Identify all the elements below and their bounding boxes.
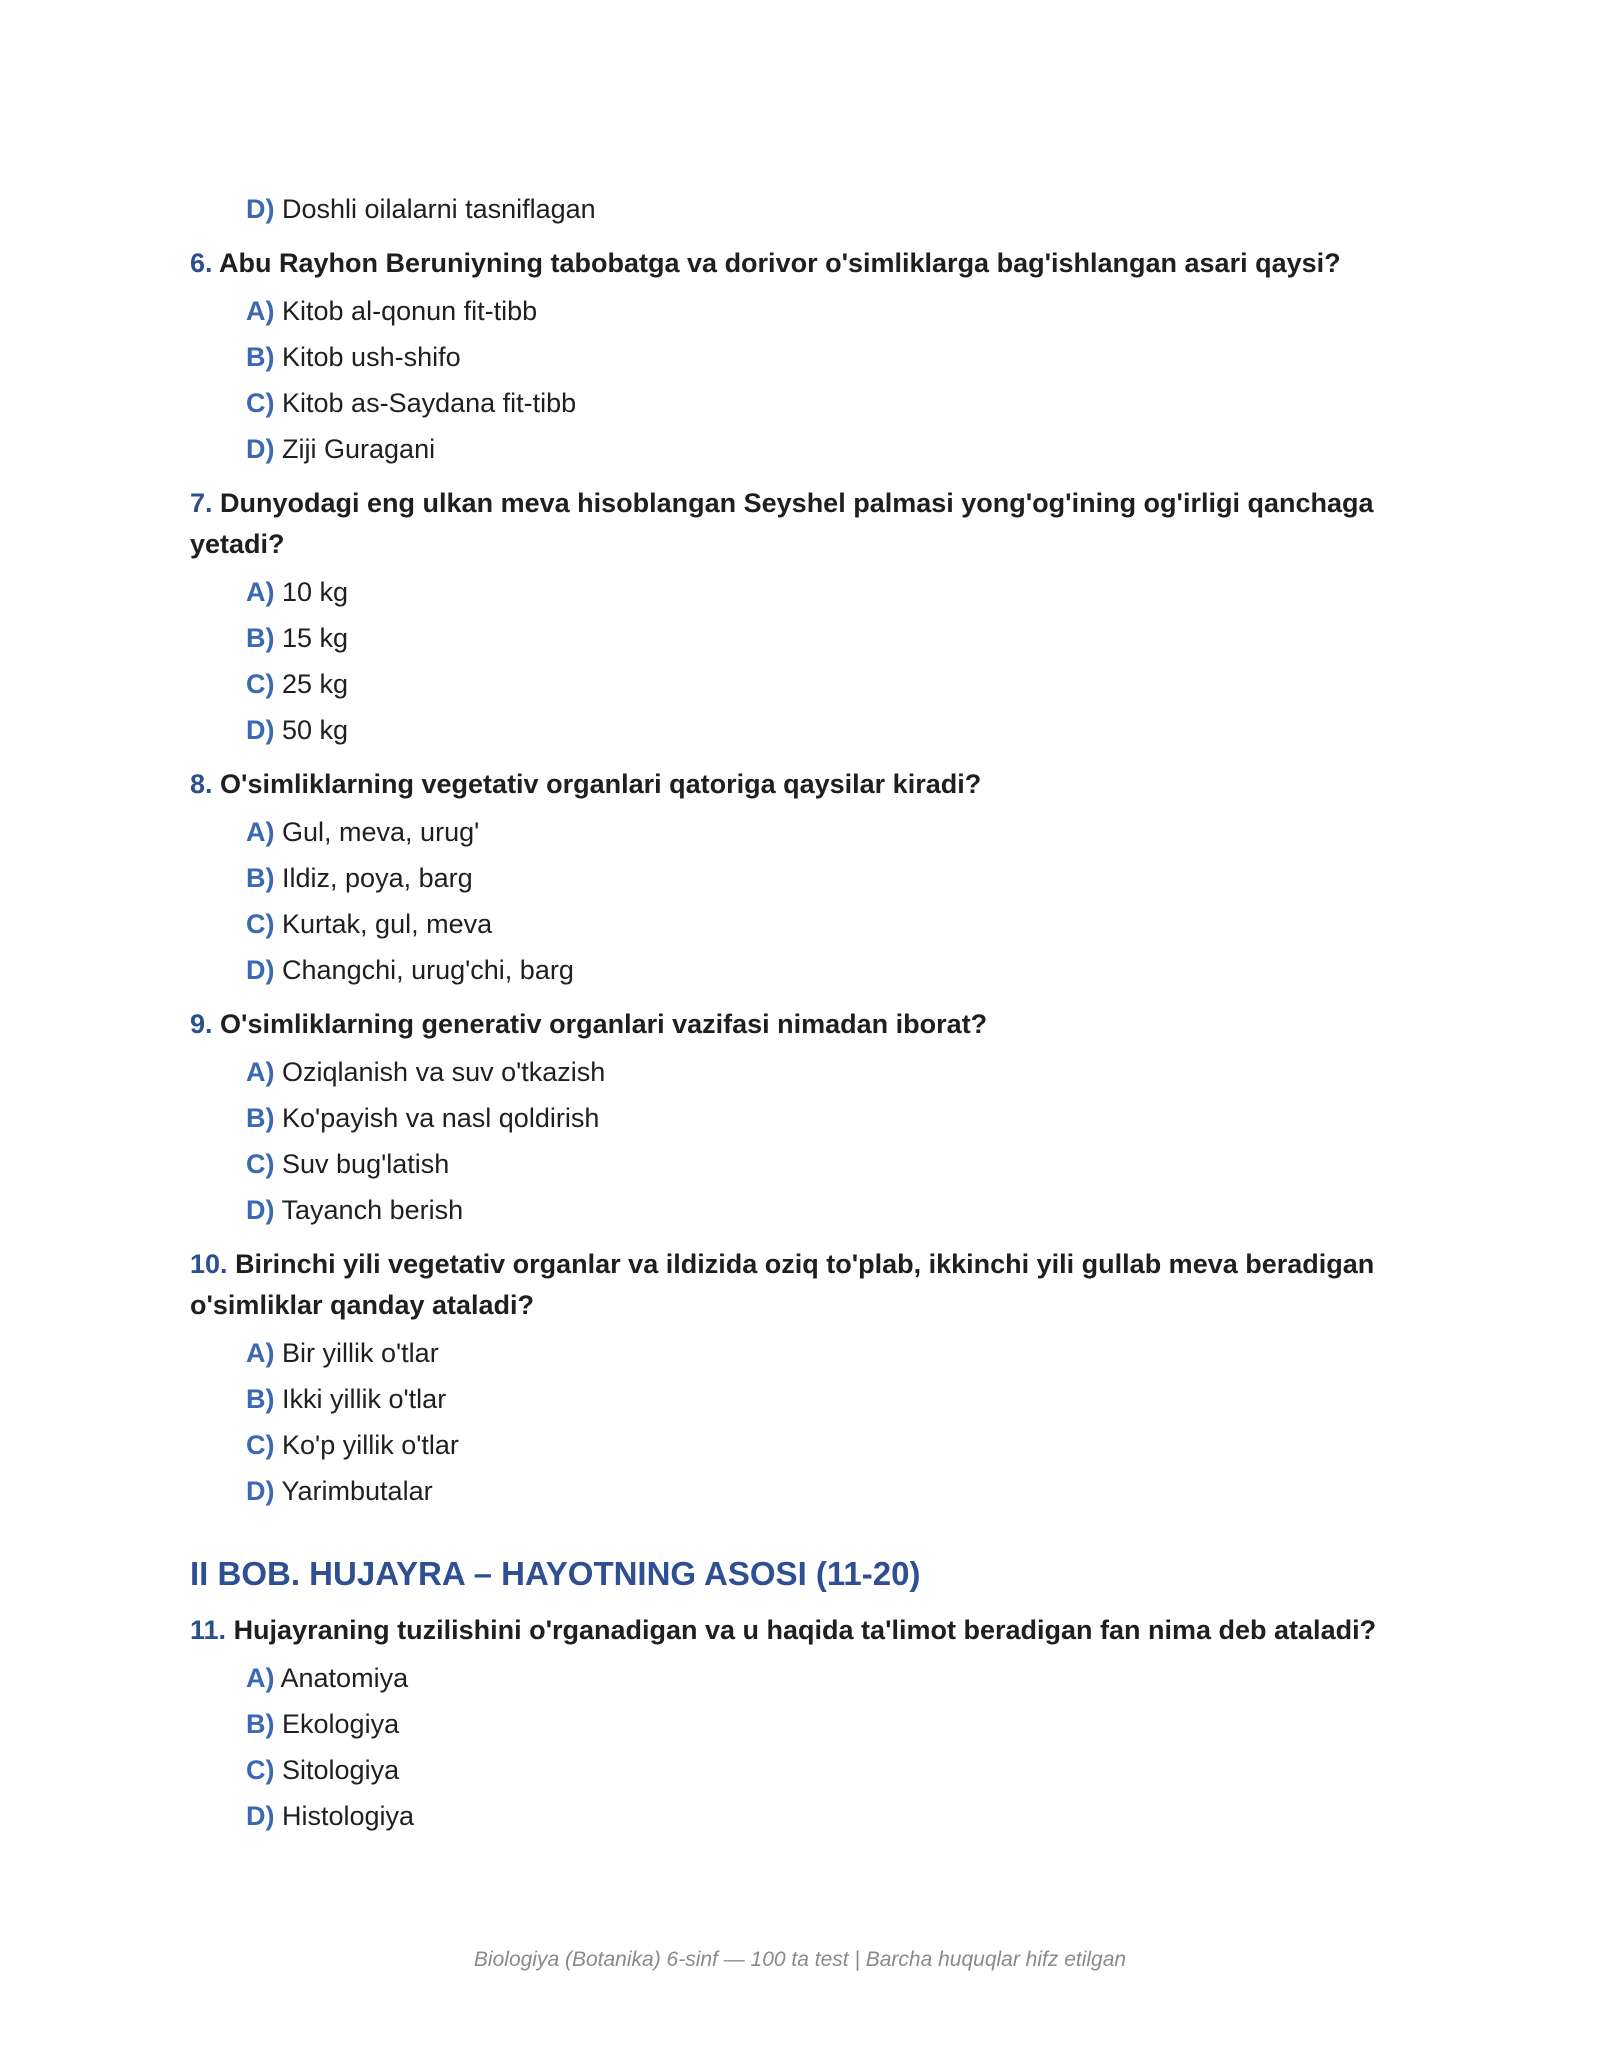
option-letter: A) <box>246 817 275 847</box>
option-c <box>246 901 1430 947</box>
option-text: Ikki yillik o'tlar <box>282 1384 447 1414</box>
option-text: 25 kg <box>282 669 349 699</box>
option-text: Bir yillik o'tlar <box>282 1338 439 1368</box>
question-number: 6. <box>190 248 213 278</box>
option-b <box>246 1701 1430 1747</box>
option-text: Yarimbutalar <box>281 1476 433 1506</box>
question-text: Hujayraning tuzilishini o'rganadigan va u haqida ta'limot beradigan fan nima deb ataladi? <box>233 1615 1377 1645</box>
option-text: Kurtak, gul, meva <box>282 909 493 939</box>
option-letter: D) <box>246 1801 275 1831</box>
option-text: Kitob al-qonun fit-tibb <box>282 296 538 326</box>
option-text: Ziji Guragani <box>282 434 436 464</box>
option-b <box>246 1095 1430 1141</box>
test-content <box>190 186 1430 1839</box>
option-letter: D) <box>246 955 275 985</box>
question-text: Birinchi yili vegetativ organlar va ildizida oziq to'plab, ikkinchi yili gullab meva beradigan o'simliklar qanday ataladi? <box>190 1249 1375 1320</box>
question-10 <box>190 1244 1430 1326</box>
option-letter: D) <box>246 194 275 224</box>
option-text: 15 kg <box>282 623 349 653</box>
option-text: Doshli oilalarni tasniflagan <box>282 194 596 224</box>
option-d <box>246 186 1430 232</box>
option-letter: A) <box>246 296 275 326</box>
option-letter: B) <box>246 1103 275 1133</box>
option-c <box>246 1141 1430 1187</box>
option-letter: A) <box>246 1057 275 1087</box>
question-text: Abu Rayhon Beruniyning tabobatga va dorivor o'simliklarga bag'ishlangan asari qaysi? <box>219 248 1341 278</box>
question-number: 11. <box>190 1615 227 1645</box>
option-text: Suv bug'latish <box>282 1149 450 1179</box>
option-c <box>246 380 1430 426</box>
option-c <box>246 661 1430 707</box>
option-text: Ekologiya <box>282 1709 400 1739</box>
question-number: 7. <box>190 488 213 518</box>
option-letter: B) <box>246 1709 275 1739</box>
option-text: Kitob ush-shifo <box>282 342 461 372</box>
option-text: Ko'p yillik o'tlar <box>282 1430 459 1460</box>
option-text: Ko'payish va nasl qoldirish <box>282 1103 600 1133</box>
option-c <box>246 1422 1430 1468</box>
option-text: Sitologiya <box>282 1755 400 1785</box>
option-letter: B) <box>246 342 275 372</box>
question-text: O'simliklarning generativ organlari vazifasi nimadan iborat? <box>220 1009 988 1039</box>
question-6 <box>190 243 1430 284</box>
option-letter: D) <box>246 715 275 745</box>
option-letter: A) <box>246 577 275 607</box>
option-d <box>246 1468 1430 1514</box>
option-a <box>246 1049 1430 1095</box>
option-letter: A) <box>246 1338 275 1368</box>
option-letter: C) <box>246 1149 275 1179</box>
option-a <box>246 288 1430 334</box>
page-footer: Biologiya (Botanika) 6-sinf — 100 ta test | Barcha huquqlar hifz etilgan <box>473 1948 1127 1971</box>
option-b <box>246 1376 1430 1422</box>
option-letter: B) <box>246 863 275 893</box>
option-text: Tayanch berish <box>281 1195 464 1225</box>
question-8 <box>190 764 1430 805</box>
question-text: O'simliklarning vegetativ organlari qatoriga qaysilar kiradi? <box>220 769 982 799</box>
option-text: 10 kg <box>282 577 349 607</box>
option-text: Changchi, urug'chi, barg <box>282 955 574 985</box>
option-d <box>246 1187 1430 1233</box>
question-number: 9. <box>190 1009 213 1039</box>
option-text: Histologiya <box>282 1801 415 1831</box>
option-text: Oziqlanish va suv o'tkazish <box>282 1057 606 1087</box>
option-a <box>246 1655 1430 1701</box>
option-b <box>246 334 1430 380</box>
option-a <box>246 809 1430 855</box>
option-d <box>246 707 1430 753</box>
option-letter: B) <box>246 1384 275 1414</box>
option-text: Gul, meva, urug' <box>282 817 480 847</box>
option-b <box>246 615 1430 661</box>
option-letter: C) <box>246 909 275 939</box>
option-text: Anatomiya <box>280 1663 409 1693</box>
question-number: 8. <box>190 769 213 799</box>
option-d <box>246 1793 1430 1839</box>
option-letter: D) <box>246 1195 275 1225</box>
question-9 <box>190 1004 1430 1045</box>
option-text: Kitob as-Saydana fit-tibb <box>282 388 577 418</box>
question-11 <box>190 1610 1430 1651</box>
option-b <box>246 855 1430 901</box>
option-letter: D) <box>246 434 275 464</box>
option-d <box>246 426 1430 472</box>
option-letter: C) <box>246 388 275 418</box>
chapter-heading: II BOB. HUJAYRA – HAYOTNING ASOSI (11-20) <box>190 1555 921 1592</box>
option-d <box>246 947 1430 993</box>
option-a <box>246 1330 1430 1376</box>
option-text: 50 kg <box>282 715 349 745</box>
question-number: 10. <box>190 1249 228 1279</box>
option-letter: B) <box>246 623 275 653</box>
question-7 <box>190 483 1430 565</box>
option-letter: C) <box>246 669 275 699</box>
option-c <box>246 1747 1430 1793</box>
option-letter: A) <box>246 1663 275 1693</box>
option-text: Ildiz, poya, barg <box>282 863 473 893</box>
option-letter: C) <box>246 1430 275 1460</box>
option-letter: C) <box>246 1755 275 1785</box>
question-text: Dunyodagi eng ulkan meva hisoblangan Seyshel palmasi yong'og'ining og'irligi qanchaga yetadi? <box>190 488 1374 559</box>
option-letter: D) <box>246 1476 275 1506</box>
option-a <box>246 569 1430 615</box>
